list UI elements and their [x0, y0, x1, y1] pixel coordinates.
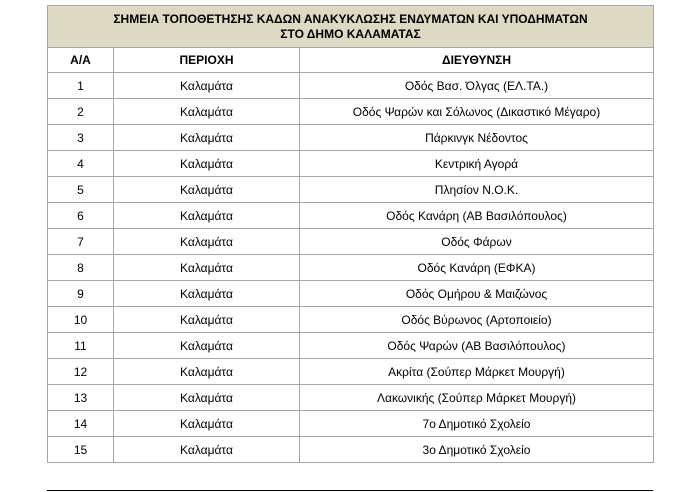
header-area: ΠΕΡΙΟΧΗ [114, 48, 300, 73]
recycling-bins-table [47, 5, 654, 463]
header-row [48, 48, 654, 73]
cell-area: Καλαμάτα [114, 73, 300, 99]
cell-area: Καλαμάτα [114, 281, 300, 307]
table-row [48, 281, 654, 307]
table-row [48, 177, 654, 203]
cell-address: Λακωνικής (Σούπερ Μάρκετ Μουργή) [300, 385, 654, 411]
cell-area: Καλαμάτα [114, 99, 300, 125]
cell-address: Οδός Φάρων [300, 229, 654, 255]
table-row [48, 73, 654, 99]
cell-address: Οδός Βασ. Όλγας (ΕΛ.ΤΑ.) [300, 73, 654, 99]
cell-address: Οδός Κανάρη (ΑΒ Βασιλόπουλος) [300, 203, 654, 229]
cell-address: Ακρίτα (Σούπερ Μάρκετ Μουργή) [300, 359, 654, 385]
table-row [48, 229, 654, 255]
cell-address: Οδός Ψαρών και Σόλωνος (Δικαστικό Μέγαρο) [300, 99, 654, 125]
table-row [48, 125, 654, 151]
table-row [48, 333, 654, 359]
cell-address: Οδός Κανάρη (ΕΦΚΑ) [300, 255, 654, 281]
cell-aa: 9 [48, 281, 114, 307]
cell-area: Καλαμάτα [114, 307, 300, 333]
cell-aa: 15 [48, 437, 114, 463]
table-row [48, 203, 654, 229]
table-row [48, 359, 654, 385]
cell-area: Καλαμάτα [114, 333, 300, 359]
cell-area: Καλαμάτα [114, 203, 300, 229]
header-address: ΔΙΕΥΘΥΝΣΗ [300, 48, 654, 73]
table-row [48, 411, 654, 437]
table-row [48, 255, 654, 281]
cell-aa: 4 [48, 151, 114, 177]
table-row [48, 99, 654, 125]
cell-aa: 7 [48, 229, 114, 255]
table-row [48, 437, 654, 463]
cell-address: Πλησίον Ν.Ο.Κ. [300, 177, 654, 203]
cell-area: Καλαμάτα [114, 229, 300, 255]
header-aa: Α/Α [48, 48, 114, 73]
table-row [48, 307, 654, 333]
cell-aa: 11 [48, 333, 114, 359]
cell-area: Καλαμάτα [114, 125, 300, 151]
cell-address: Οδός Βύρωνος (Αρτοποιείο) [300, 307, 654, 333]
cell-aa: 14 [48, 411, 114, 437]
cell-area: Καλαμάτα [114, 151, 300, 177]
cell-aa: 5 [48, 177, 114, 203]
cell-area: Καλαμάτα [114, 177, 300, 203]
cell-address: 7ο Δημοτικό Σχολείο [300, 411, 654, 437]
cell-aa: 3 [48, 125, 114, 151]
cell-address: Οδός Ομήρου & Μαιζώνος [300, 281, 654, 307]
cell-address: Κεντρική Αγορά [300, 151, 654, 177]
table-row [48, 151, 654, 177]
cell-aa: 12 [48, 359, 114, 385]
cell-area: Καλαμάτα [114, 359, 300, 385]
cell-aa: 6 [48, 203, 114, 229]
cell-area: Καλαμάτα [114, 437, 300, 463]
cell-aa: 13 [48, 385, 114, 411]
cell-aa: 1 [48, 73, 114, 99]
table-title: ΣΗΜΕΙΑ ΤΟΠΟΘΕΤΗΣΗΣ ΚΑΔΩΝ ΑΝΑΚΥΚΛΩΣΗΣ ΕΝΔΥΜΑΤΩΝ ΚΑΙ ΥΠΟΔΗΜΑΤΩΝ ΣΤΟ ΔΗΜΟ ΚΑΛΑΜΑΤΑΣ [48, 6, 654, 48]
cell-area: Καλαμάτα [114, 411, 300, 437]
cell-address: Οδός Ψαρών (ΑΒ Βασιλόπουλος) [300, 333, 654, 359]
cell-aa: 8 [48, 255, 114, 281]
cell-aa: 10 [48, 307, 114, 333]
cell-aa: 2 [48, 99, 114, 125]
bottom-divider [47, 490, 653, 491]
cell-address: Πάρκινγκ Νέδοντος [300, 125, 654, 151]
cell-area: Καλαμάτα [114, 255, 300, 281]
cell-address: 3ο Δημοτικό Σχολείο [300, 437, 654, 463]
cell-area: Καλαμάτα [114, 385, 300, 411]
table-row [48, 385, 654, 411]
